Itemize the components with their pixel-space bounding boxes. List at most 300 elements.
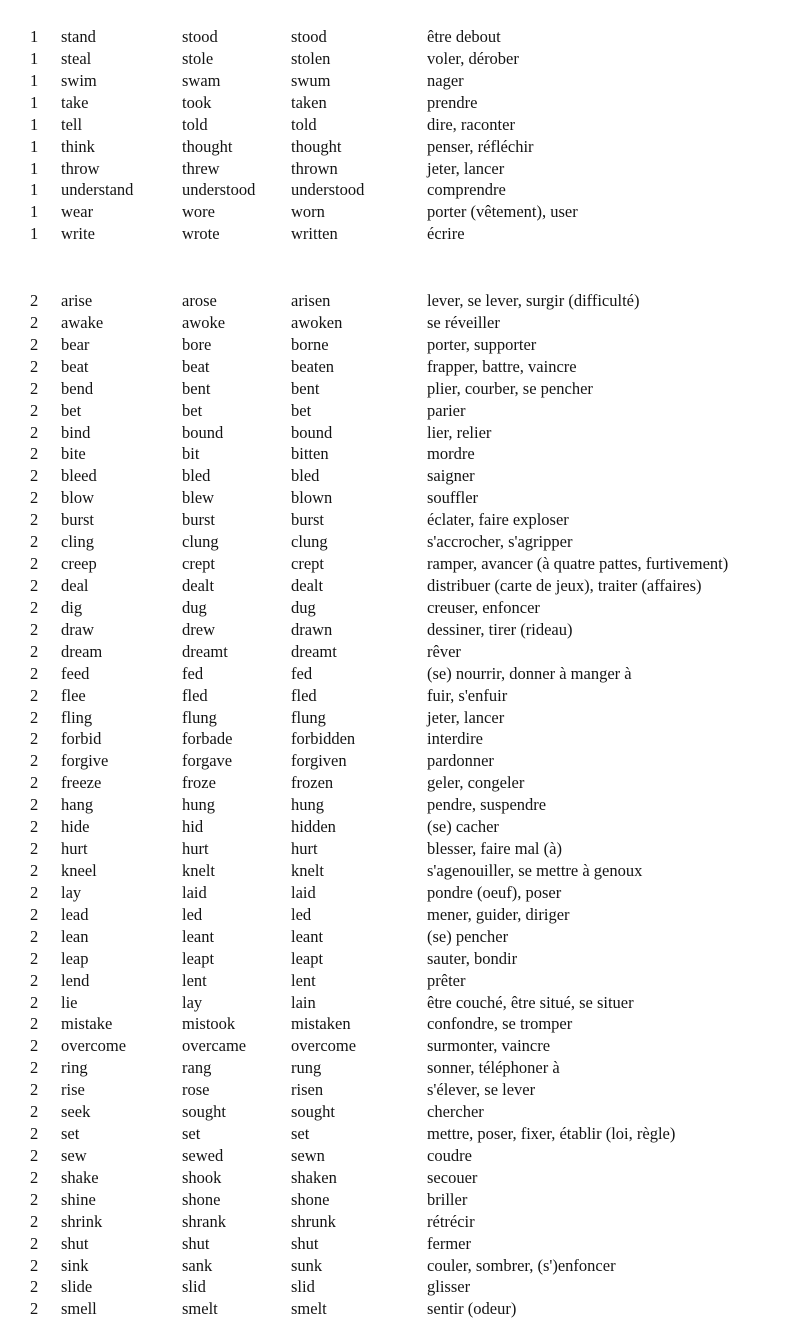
verb-row (0, 1101, 800, 1123)
group-number: 2 (30, 992, 39, 1012)
verb-french-translation: ramper, avancer (à quatre pattes, furtivement) (427, 554, 729, 574)
verb-past-simple: fled (182, 685, 208, 705)
verb-row (0, 860, 800, 882)
verb-row (0, 1057, 800, 1079)
verb-row (0, 816, 800, 838)
verb-past-simple: bet (182, 400, 203, 420)
group-number: 2 (30, 575, 39, 595)
verb-base-form: shut (61, 1233, 89, 1253)
verb-base-form: understand (61, 180, 134, 200)
verb-past-participle: told (291, 114, 317, 134)
verb-past-participle: rung (291, 1058, 322, 1078)
verb-french-translation: éclater, faire exploser (427, 510, 569, 530)
verb-past-simple: lent (182, 970, 207, 990)
group-number: 2 (30, 663, 39, 683)
verb-base-form: freeze (61, 773, 102, 793)
verb-past-participle: shrunk (291, 1211, 336, 1231)
verb-base-form: creep (61, 554, 97, 574)
group-number: 2 (30, 334, 39, 354)
verb-row (0, 158, 800, 180)
verb-past-participle: worn (291, 202, 325, 222)
group-number: 2 (30, 773, 39, 793)
group-number: 2 (30, 1058, 39, 1078)
group-number: 2 (30, 1124, 39, 1144)
group-number: 2 (30, 1255, 39, 1275)
verb-past-participle: risen (291, 1080, 324, 1100)
verb-past-simple: mistook (182, 1014, 236, 1034)
verb-base-form: dig (61, 597, 83, 617)
verb-row (0, 92, 800, 114)
verb-past-participle: hidden (291, 817, 336, 837)
group-number: 2 (30, 860, 39, 880)
verb-row (0, 685, 800, 707)
verb-base-form: slide (61, 1277, 93, 1297)
verb-past-participle: fled (291, 685, 317, 705)
group-number: 2 (30, 400, 39, 420)
verb-row (0, 465, 800, 487)
verb-row (0, 1123, 800, 1145)
verb-past-simple: understood (182, 180, 256, 200)
verb-past-simple: drew (182, 619, 215, 639)
group-number: 1 (30, 180, 39, 200)
verb-past-simple: threw (182, 158, 220, 178)
verb-base-form: swim (61, 70, 97, 90)
verb-past-participle: bound (291, 422, 333, 442)
verb-past-participle: knelt (291, 860, 324, 880)
verb-row (0, 1233, 800, 1255)
verb-base-form: feed (61, 663, 90, 683)
group-number: 2 (30, 422, 39, 442)
group-number: 1 (30, 158, 39, 178)
verb-french-translation: creuser, enfoncer (427, 597, 540, 617)
verb-past-simple: slid (182, 1277, 206, 1297)
verb-row (0, 1167, 800, 1189)
verb-past-participle: bet (291, 400, 312, 420)
group-number: 1 (30, 136, 39, 156)
verb-row (0, 663, 800, 685)
verb-base-form: steal (61, 48, 92, 68)
verb-row (0, 1079, 800, 1101)
verb-past-simple: sank (182, 1255, 213, 1275)
verb-past-simple: rang (182, 1058, 212, 1078)
group-number: 2 (30, 948, 39, 968)
verb-past-simple: forbade (182, 729, 233, 749)
verb-row (0, 970, 800, 992)
verb-past-simple: bound (182, 422, 224, 442)
group-number: 2 (30, 1211, 39, 1231)
verb-base-form: think (61, 136, 95, 156)
verb-past-participle: hung (291, 795, 324, 815)
verb-base-form: cling (61, 532, 94, 552)
group-number: 2 (30, 904, 39, 924)
verb-past-participle: blown (291, 488, 333, 508)
verb-past-participle: smelt (291, 1299, 327, 1319)
verb-french-translation: secouer (427, 1167, 478, 1187)
verb-base-form: seek (61, 1102, 91, 1122)
verb-row (0, 1189, 800, 1211)
verb-row (0, 575, 800, 597)
verb-french-translation: pendre, suspendre (427, 795, 547, 815)
verb-row (0, 487, 800, 509)
verb-base-form: lean (61, 926, 89, 946)
verb-past-simple: dug (182, 597, 207, 617)
verb-french-translation: confondre, se tromper (427, 1014, 573, 1034)
group-number: 2 (30, 641, 39, 661)
group-number: 1 (30, 48, 39, 68)
group-number: 2 (30, 1036, 39, 1056)
verb-french-translation: (se) pencher (427, 926, 509, 946)
verb-base-form: mistake (61, 1014, 113, 1034)
verb-past-simple: took (182, 92, 212, 112)
verb-base-form: bet (61, 400, 82, 420)
verb-row (0, 201, 800, 223)
group-number: 2 (30, 1102, 39, 1122)
verb-base-form: shrink (61, 1211, 103, 1231)
group-number: 2 (30, 1189, 39, 1209)
verb-row (0, 443, 800, 465)
verb-past-simple: bent (182, 378, 211, 398)
verb-french-translation: surmonter, vaincre (427, 1036, 551, 1056)
verb-base-form: kneel (61, 860, 97, 880)
verb-past-participle: leapt (291, 948, 324, 968)
verb-french-translation: dessiner, tirer (rideau) (427, 619, 573, 639)
verb-french-translation: briller (427, 1189, 468, 1209)
verb-french-translation: prendre (427, 92, 478, 112)
verb-base-form: set (61, 1124, 80, 1144)
verb-past-participle: taken (291, 92, 327, 112)
verb-french-translation: pardonner (427, 751, 494, 771)
verb-base-form: lend (61, 970, 90, 990)
verb-french-translation: saigner (427, 466, 475, 486)
verb-past-participle: sewn (291, 1145, 325, 1165)
group-number: 2 (30, 378, 39, 398)
verb-base-form: leap (61, 948, 89, 968)
group-number: 2 (30, 970, 39, 990)
verb-row (0, 179, 800, 201)
verb-past-simple: sought (182, 1102, 227, 1122)
verb-past-participle: forbidden (291, 729, 356, 749)
verb-french-translation: rétrécir (427, 1211, 475, 1231)
verb-base-form: overcome (61, 1036, 127, 1056)
verb-past-simple: beat (182, 356, 210, 376)
verb-past-simple: clung (182, 532, 219, 552)
verb-french-translation: blesser, faire mal (à) (427, 839, 562, 859)
verb-french-translation: souffler (427, 488, 479, 508)
verb-past-simple: stood (182, 27, 218, 46)
verb-base-form: write (61, 224, 95, 244)
verb-french-translation: plier, courber, se pencher (427, 378, 593, 398)
verb-past-simple: wore (182, 202, 215, 222)
verb-base-form: deal (61, 575, 89, 595)
verb-row (0, 838, 800, 860)
verb-base-form: beat (61, 356, 89, 376)
verb-row (0, 882, 800, 904)
group-number: 1 (30, 202, 39, 222)
verb-french-translation: jeter, lancer (427, 158, 505, 178)
verb-past-participle: forgiven (291, 751, 347, 771)
verb-past-participle: swum (291, 70, 331, 90)
verb-past-participle: awoken (291, 312, 343, 332)
verb-french-translation: sauter, bondir (427, 948, 518, 968)
verb-base-form: blow (61, 488, 94, 508)
verb-row (0, 1035, 800, 1057)
group-number: 2 (30, 356, 39, 376)
verb-base-form: throw (61, 158, 100, 178)
verb-past-participle: bitten (291, 444, 329, 464)
verb-past-participle: burst (291, 510, 324, 530)
verb-french-translation: rêver (427, 641, 461, 661)
verb-past-simple: flung (182, 707, 217, 727)
verb-past-participle: flung (291, 707, 326, 727)
verb-past-participle: led (291, 904, 312, 924)
verb-past-simple: set (182, 1124, 201, 1144)
verb-row (0, 553, 800, 575)
group-number: 2 (30, 817, 39, 837)
verb-past-simple: forgave (182, 751, 233, 771)
verb-french-translation: mener, guider, diriger (427, 904, 570, 924)
verb-french-translation: être debout (427, 27, 501, 46)
verb-past-participle: slid (291, 1277, 315, 1297)
verb-row (0, 312, 800, 334)
verb-row (0, 223, 800, 245)
verb-past-participle: understood (291, 180, 365, 200)
verb-past-participle: laid (291, 882, 316, 902)
verb-row (0, 114, 800, 136)
group-number: 2 (30, 466, 39, 486)
group-number: 2 (30, 291, 39, 310)
verb-past-participle: sought (291, 1102, 336, 1122)
verb-base-form: tell (61, 114, 83, 134)
verb-base-form: wear (61, 202, 94, 222)
verb-row (0, 641, 800, 663)
group-number: 2 (30, 795, 39, 815)
group-number: 2 (30, 597, 39, 617)
group-number: 2 (30, 1145, 39, 1165)
verb-base-form: lead (61, 904, 89, 924)
verb-row (0, 794, 800, 816)
verb-row (0, 904, 800, 926)
verb-row (0, 509, 800, 531)
verb-base-form: rise (61, 1080, 85, 1100)
verb-past-participle: frozen (291, 773, 334, 793)
group-number: 2 (30, 1233, 39, 1253)
group-number: 2 (30, 685, 39, 705)
verb-row (0, 334, 800, 356)
verb-french-translation: distribuer (carte de jeux), traiter (affaires) (427, 575, 702, 595)
verb-past-simple: rose (182, 1080, 210, 1100)
verb-base-form: draw (61, 619, 94, 639)
group-number: 1 (30, 224, 39, 244)
verb-base-form: flee (61, 685, 86, 705)
verb-past-simple: leapt (182, 948, 215, 968)
verb-past-simple: thought (182, 136, 233, 156)
verb-past-simple: overcame (182, 1036, 247, 1056)
verb-french-translation: (se) cacher (427, 817, 499, 837)
verb-past-simple: fed (182, 663, 204, 683)
group-number: 2 (30, 839, 39, 859)
verb-past-participle: sunk (291, 1255, 323, 1275)
verb-base-form: ring (61, 1058, 88, 1078)
verb-past-participle: lent (291, 970, 316, 990)
group-number: 2 (30, 312, 39, 332)
verb-row (0, 619, 800, 641)
verb-past-simple: shut (182, 1233, 210, 1253)
verb-past-participle: overcome (291, 1036, 357, 1056)
verb-past-simple: told (182, 114, 208, 134)
verb-row (0, 290, 800, 312)
verb-past-participle: leant (291, 926, 324, 946)
group-number: 1 (30, 92, 39, 112)
verb-french-translation: prêter (427, 970, 466, 990)
verb-french-translation: mordre (427, 444, 475, 464)
verb-past-participle: thought (291, 136, 342, 156)
verb-french-translation: s'accrocher, s'agripper (427, 532, 573, 552)
verb-past-participle: stood (291, 27, 327, 46)
verb-base-form: sew (61, 1145, 87, 1165)
verb-table-group-2 (0, 290, 800, 1320)
verb-past-participle: crept (291, 554, 324, 574)
group-number: 2 (30, 444, 39, 464)
verb-french-translation: dire, raconter (427, 114, 515, 134)
group-number: 2 (30, 532, 39, 552)
verb-french-translation: sonner, téléphoner à (427, 1058, 560, 1078)
verb-french-translation: fuir, s'enfuir (427, 685, 508, 705)
verb-past-simple: bit (182, 444, 200, 464)
verb-base-form: bear (61, 334, 90, 354)
verb-row (0, 1255, 800, 1277)
group-number: 2 (30, 510, 39, 530)
verb-french-translation: mettre, poser, fixer, établir (loi, règle) (427, 1124, 676, 1144)
group-number: 2 (30, 926, 39, 946)
verb-base-form: sink (61, 1255, 89, 1275)
group-number: 2 (30, 1167, 39, 1187)
group-number: 2 (30, 554, 39, 574)
verb-french-translation: coudre (427, 1145, 472, 1165)
group-number: 2 (30, 751, 39, 771)
verb-french-translation: être couché, être situé, se situer (427, 992, 634, 1012)
verb-base-form: hide (61, 817, 90, 837)
verb-past-simple: hurt (182, 839, 209, 859)
verb-base-form: lie (61, 992, 78, 1012)
verb-past-simple: leant (182, 926, 215, 946)
verb-past-simple: awoke (182, 312, 226, 332)
verb-past-simple: shook (182, 1167, 222, 1187)
verb-past-simple: bore (182, 334, 212, 354)
verb-french-translation: se réveiller (427, 312, 500, 332)
verb-french-translation: (se) nourrir, donner à manger à (427, 663, 632, 683)
group-number: 2 (30, 619, 39, 639)
verb-past-participle: thrown (291, 158, 338, 178)
verb-past-participle: shut (291, 1233, 319, 1253)
group-number: 2 (30, 707, 39, 727)
group-number: 2 (30, 1277, 39, 1297)
group-number: 2 (30, 488, 39, 508)
group-number: 2 (30, 729, 39, 749)
verb-past-participle: shone (291, 1189, 330, 1209)
verb-base-form: dream (61, 641, 103, 661)
verb-past-participle: set (291, 1124, 310, 1144)
verb-french-translation: fermer (427, 1233, 471, 1253)
verb-french-translation: couler, sombrer, (s')enfoncer (427, 1255, 616, 1275)
group-number: 1 (30, 70, 39, 90)
verb-past-participle: bled (291, 466, 320, 486)
verb-base-form: hurt (61, 839, 88, 859)
verb-row (0, 948, 800, 970)
verb-row (0, 422, 800, 444)
verb-row (0, 400, 800, 422)
verb-row (0, 26, 800, 48)
verb-past-participle: mistaken (291, 1014, 351, 1034)
verb-french-translation: geler, congeler (427, 773, 525, 793)
group-number: 2 (30, 1299, 39, 1319)
verb-row (0, 1211, 800, 1233)
verb-french-translation: s'agenouiller, se mettre à genoux (427, 860, 643, 880)
verb-base-form: take (61, 92, 89, 112)
verb-row (0, 378, 800, 400)
verb-past-simple: shrank (182, 1211, 226, 1231)
verb-past-simple: dreamt (182, 641, 228, 661)
verb-base-form: shake (61, 1167, 99, 1187)
verb-row (0, 707, 800, 729)
verb-french-translation: frapper, battre, vaincre (427, 356, 577, 376)
verb-french-translation: glisser (427, 1277, 471, 1297)
verb-past-simple: knelt (182, 860, 215, 880)
verb-past-participle: stolen (291, 48, 331, 68)
verb-past-simple: dealt (182, 575, 215, 595)
verb-past-participle: borne (291, 334, 329, 354)
verb-past-simple: blew (182, 488, 215, 508)
verb-past-simple: bled (182, 466, 211, 486)
verb-french-translation: s'élever, se lever (427, 1080, 536, 1100)
verb-french-translation: pondre (oeuf), poser (427, 882, 562, 902)
verb-base-form: hang (61, 795, 94, 815)
verb-french-translation: parier (427, 400, 466, 420)
verb-row (0, 1145, 800, 1167)
verb-french-translation: chercher (427, 1102, 484, 1122)
verb-french-translation: porter, supporter (427, 334, 537, 354)
verb-past-simple: lay (182, 992, 203, 1012)
verb-french-translation: lier, relier (427, 422, 492, 442)
verb-past-participle: bent (291, 378, 320, 398)
verb-past-participle: lain (291, 992, 316, 1012)
verb-french-translation: lever, se lever, surgir (difficulté) (427, 291, 640, 310)
verb-past-simple: crept (182, 554, 215, 574)
verb-base-form: bleed (61, 466, 97, 486)
group-number: 1 (30, 114, 39, 134)
verb-past-participle: fed (291, 663, 313, 683)
verb-french-translation: interdire (427, 729, 483, 749)
verb-base-form: fling (61, 707, 93, 727)
verb-row (0, 70, 800, 92)
verb-past-participle: dug (291, 597, 316, 617)
verb-row (0, 1276, 800, 1298)
verb-base-form: lay (61, 882, 82, 902)
verb-table-group-1 (0, 26, 800, 245)
verb-base-form: bend (61, 378, 94, 398)
verb-past-participle: beaten (291, 356, 335, 376)
group-number: 2 (30, 1014, 39, 1034)
verb-past-simple: swam (182, 70, 221, 90)
verb-past-participle: shaken (291, 1167, 337, 1187)
verb-french-translation: comprendre (427, 180, 506, 200)
verb-past-simple: hung (182, 795, 215, 815)
verb-french-translation: porter (vêtement), user (427, 202, 578, 222)
group-number: 1 (30, 27, 39, 46)
verb-base-form: awake (61, 312, 104, 332)
verb-french-translation: sentir (odeur) (427, 1299, 517, 1319)
verb-past-participle: hurt (291, 839, 318, 859)
verb-past-simple: laid (182, 882, 207, 902)
